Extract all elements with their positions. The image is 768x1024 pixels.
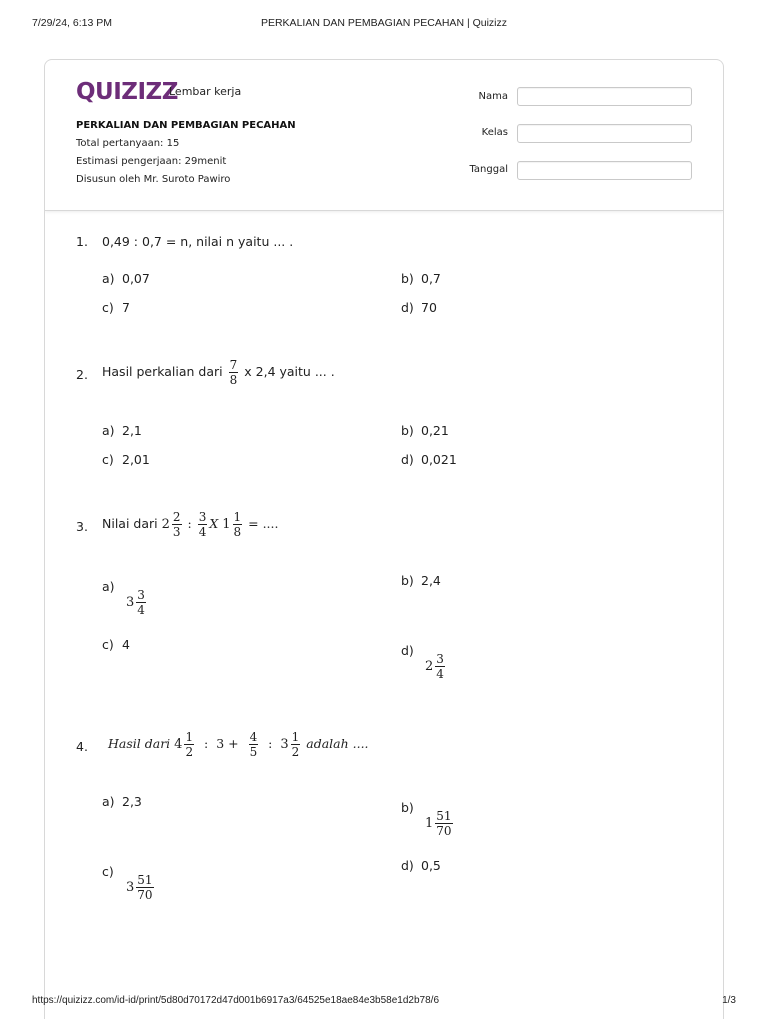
whole-part: 1 <box>424 816 434 831</box>
question-word: Hasil dari <box>108 736 171 751</box>
mixed-number <box>222 510 244 539</box>
question-number: 4. <box>76 739 88 754</box>
whole-part: 2 <box>161 517 170 532</box>
name-field[interactable] <box>517 87 692 106</box>
denominator: 2 <box>185 745 194 759</box>
term: 3 <box>216 736 225 751</box>
operator: : <box>204 736 209 751</box>
date-field[interactable] <box>517 161 692 180</box>
fraction <box>435 809 452 838</box>
question-number: 2. <box>76 367 88 382</box>
option-4d <box>401 858 441 873</box>
class-label: Kelas <box>481 127 508 138</box>
numerator: 51 <box>137 873 153 887</box>
option-text: 7 <box>122 300 130 315</box>
print-page-title: PERKALIAN DAN PEMBAGIAN PECAHAN | Quizizz <box>260 17 508 29</box>
numerator: 1 <box>185 730 194 744</box>
numerator: 3 <box>137 588 145 602</box>
denominator: 3 <box>172 525 181 539</box>
fraction <box>229 358 239 387</box>
denominator: 4 <box>137 603 145 617</box>
option-text: 2,4 <box>421 573 441 588</box>
operator: X <box>209 516 219 531</box>
worksheet-title: PERKALIAN DAN PEMBAGIAN PECAHAN <box>76 120 296 131</box>
option-label: a) <box>102 423 115 438</box>
denominator: 8 <box>229 373 238 387</box>
print-datetime: 7/29/24, 6:13 PM <box>32 17 112 29</box>
option-text: 0,021 <box>421 452 457 467</box>
option-label: b) <box>401 271 414 286</box>
mixed-number <box>280 730 302 759</box>
question-number: 3. <box>76 519 88 534</box>
question-text: 0,49 : 0,7 = n, nilai n yaitu ... . <box>102 234 294 249</box>
fraction <box>233 510 243 539</box>
option-4b <box>401 794 455 838</box>
class-field[interactable] <box>517 124 692 143</box>
print-footer <box>32 995 736 1009</box>
denominator: 70 <box>137 888 153 902</box>
author-line: Disusun oleh Mr. Suroto Pawiro <box>76 174 231 185</box>
question-text <box>102 510 278 539</box>
whole-part: 3 <box>280 737 289 752</box>
denominator: 8 <box>233 525 242 539</box>
whole-part: 1 <box>222 517 231 532</box>
option-label: c) <box>102 864 114 879</box>
fraction <box>198 510 208 539</box>
operator: + <box>228 736 239 751</box>
question-text-before: Nilai dari <box>102 516 158 531</box>
fraction <box>291 730 301 759</box>
option-label: b) <box>401 800 414 815</box>
fraction <box>136 873 153 902</box>
option-text: 0,7 <box>421 271 441 286</box>
question-number: 1. <box>76 234 88 249</box>
option-3a <box>102 573 148 617</box>
option-2c <box>102 452 150 467</box>
option-label: c) <box>102 637 114 652</box>
denominator: 2 <box>291 745 300 759</box>
option-text: 0,07 <box>122 271 150 286</box>
option-label: b) <box>401 423 414 438</box>
option-text: 0,21 <box>421 423 449 438</box>
denominator: 70 <box>436 824 452 838</box>
time-estimate: Estimasi pengerjaan: 29menit <box>76 156 227 167</box>
fraction <box>136 588 146 617</box>
option-text: 0,5 <box>421 858 441 873</box>
numerator: 3 <box>198 510 207 524</box>
option-text: 2,01 <box>122 452 150 467</box>
option-label: d) <box>401 858 414 873</box>
operator: : <box>187 516 192 531</box>
option-label: c) <box>102 452 114 467</box>
whole-part: 3 <box>125 880 135 895</box>
mixed-number <box>425 652 447 681</box>
option-text: 70 <box>421 300 437 315</box>
mixed-number <box>162 510 184 539</box>
date-label: Tanggal <box>469 164 508 175</box>
question-text-before: Hasil perkalian dari <box>102 364 223 379</box>
option-text: 2,3 <box>122 794 142 809</box>
option-4c <box>102 858 156 902</box>
question-word: adalah .... <box>306 736 369 751</box>
whole-part: 4 <box>174 737 183 752</box>
whole-part: 2 <box>424 659 434 674</box>
option-1b <box>401 271 441 286</box>
fraction <box>184 730 194 759</box>
quizizz-logo: QUIZIZZ <box>76 79 178 105</box>
denominator: 4 <box>436 667 444 681</box>
option-label: a) <box>102 794 115 809</box>
worksheet-card <box>44 59 724 1019</box>
print-url: https://quizizz.com/id-id/print/5d80d70172d47d001b6917a3/64525e18ae84e3b58e1d2b78/6 <box>32 995 440 1006</box>
numerator: 51 <box>436 809 452 823</box>
numerator: 3 <box>436 652 444 666</box>
numerator: 4 <box>249 730 258 744</box>
option-label: d) <box>401 452 414 467</box>
option-3d <box>401 637 447 681</box>
page-number: 1/3 <box>722 995 736 1006</box>
equation-tail: = .... <box>248 516 279 531</box>
denominator: 4 <box>198 525 207 539</box>
operator: : <box>268 736 273 751</box>
option-text: 2,1 <box>122 423 142 438</box>
option-label: d) <box>401 643 414 658</box>
option-1a <box>102 271 150 286</box>
option-1c <box>102 300 130 315</box>
option-label: a) <box>102 579 115 594</box>
option-3b <box>401 573 441 588</box>
whole-part: 3 <box>125 595 135 610</box>
denominator: 5 <box>249 745 258 759</box>
option-2a <box>102 423 142 438</box>
question-text <box>102 358 335 387</box>
worksheet-header <box>45 60 723 211</box>
print-header <box>32 17 736 31</box>
numerator: 1 <box>291 730 300 744</box>
option-text: 4 <box>122 637 130 652</box>
option-4a <box>102 794 142 809</box>
mixed-number <box>174 730 196 759</box>
fraction <box>435 652 445 681</box>
fraction <box>249 730 259 759</box>
name-label: Nama <box>478 91 508 102</box>
question-text-after: x 2,4 yaitu ... . <box>244 364 335 379</box>
option-1d <box>401 300 437 315</box>
option-2b <box>401 423 449 438</box>
numerator: 2 <box>172 510 181 524</box>
option-3c <box>102 637 130 652</box>
mixed-number <box>126 588 148 617</box>
option-label: d) <box>401 300 414 315</box>
fraction <box>172 510 182 539</box>
option-label: c) <box>102 300 114 315</box>
question-text <box>108 730 369 759</box>
mixed-number <box>126 873 156 902</box>
option-label: a) <box>102 271 115 286</box>
numerator: 7 <box>229 358 238 372</box>
option-2d <box>401 452 457 467</box>
mixed-number <box>425 809 455 838</box>
option-label: b) <box>401 573 414 588</box>
logo-caption: Lembar kerja <box>169 85 242 98</box>
numerator: 1 <box>233 510 242 524</box>
total-questions: Total pertanyaan: 15 <box>76 138 180 149</box>
